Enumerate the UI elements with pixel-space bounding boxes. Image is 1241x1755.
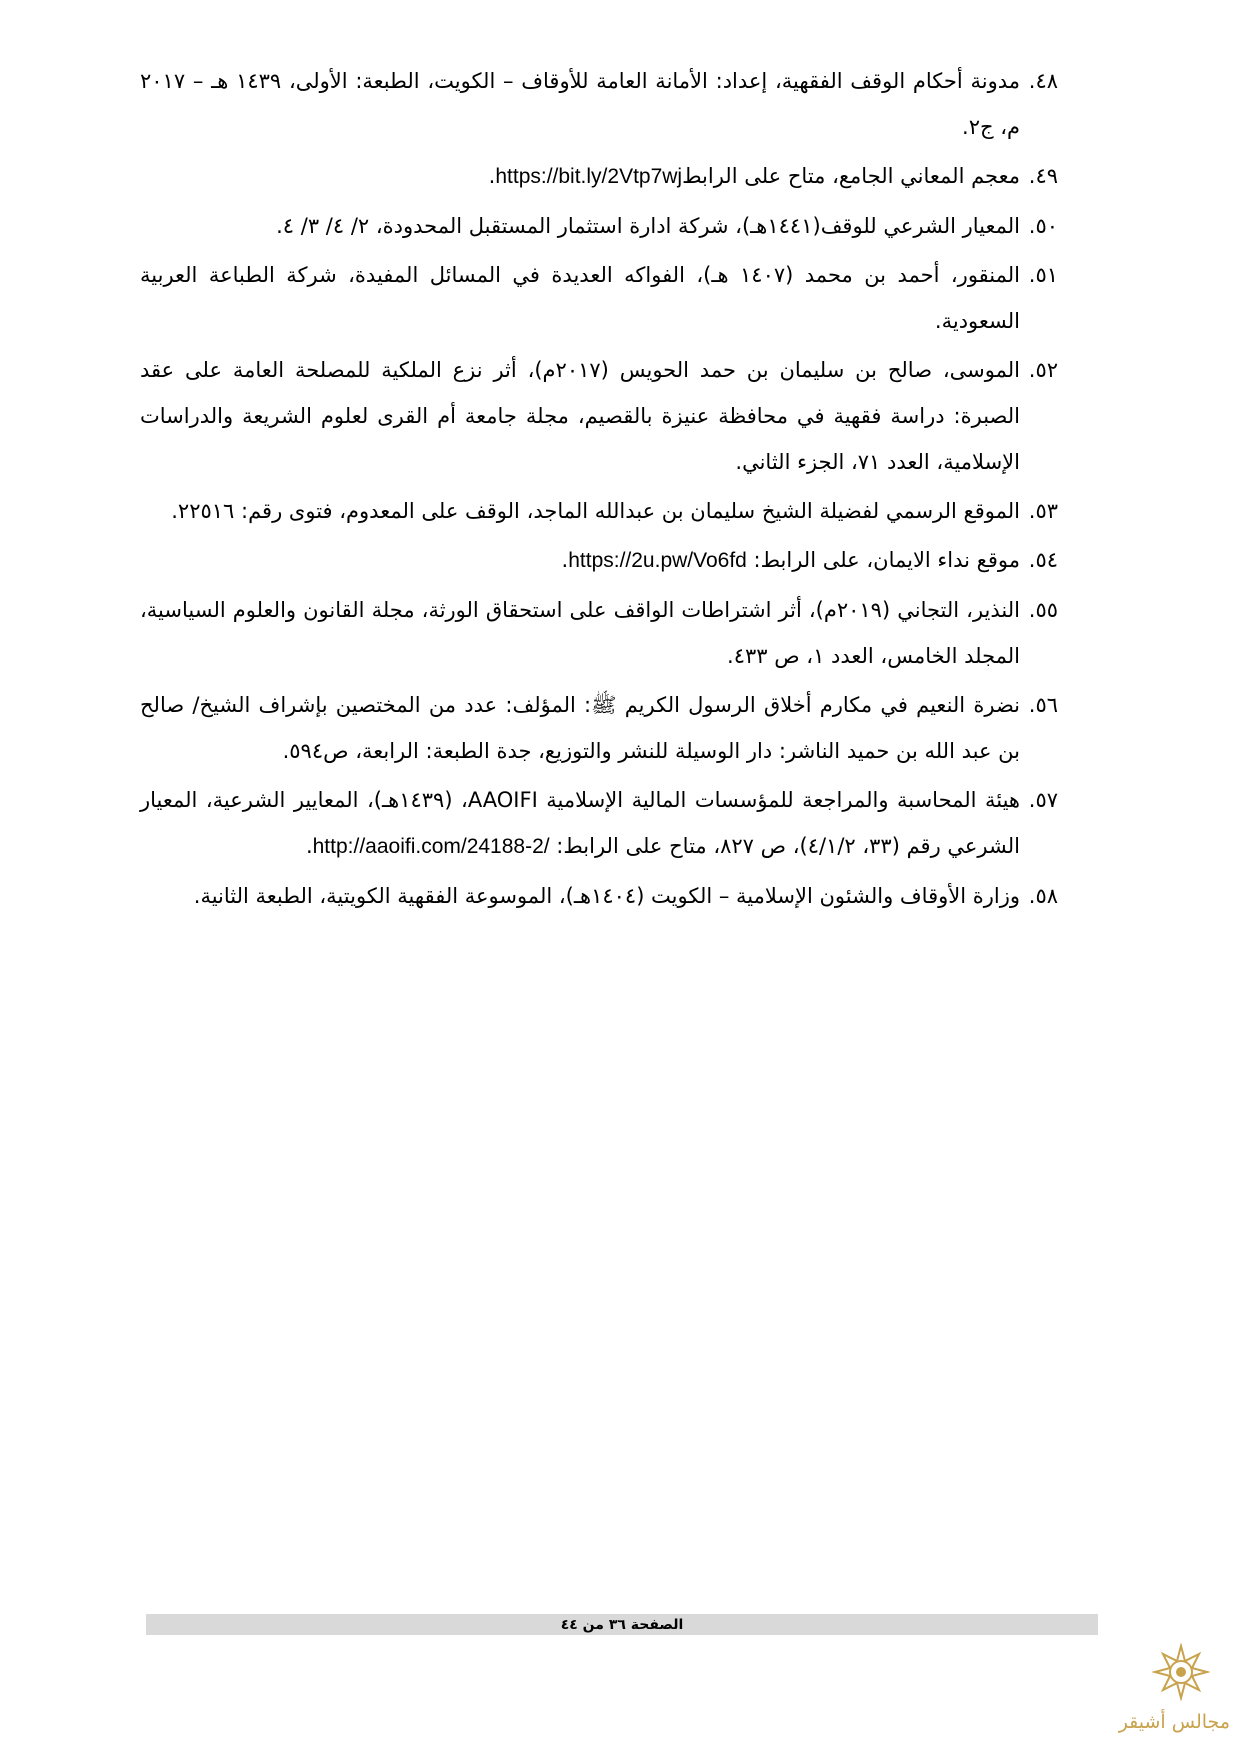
reference-item xyxy=(140,252,1058,344)
reference-number: ٤٨. xyxy=(1028,69,1058,93)
reference-text-segment: معجم المعاني الجامع، متاح على الرابط xyxy=(682,164,1020,188)
reference-text-segment: وزارة الأوقاف والشئون الإسلامية – الكويت (١٤٠٤هـ)، الموسوعة الفقهية الكويتية، الطبعة الثانية. xyxy=(193,884,1020,908)
reference-text-segment: الموسى، صالح بن سليمان بن حمد الحويس (٢٠١٧م)، أثر نزع الملكية للمصلحة العامة على عقد الصبرة: دراسة فقهية في محافظة عنيزة بالقصيم، مجلة جامعة أم القرى لعلوم الشريعة والدراسات الإسلامية، العدد ٧١، الجزء الثاني. xyxy=(140,358,1020,474)
reference-item xyxy=(140,777,1058,870)
reference-number: ٥٤. xyxy=(1028,548,1058,572)
reference-text-segment: نضرة النعيم في مكارم أخلاق الرسول الكريم ﷺ: المؤلف: عدد من المختصين بإشراف الشيخ/ صالح بن عبد الله بن حميد الناشر: دار الوسيلة للنشر والتوزيع، جدة الطبعة: الرابعة، ص٥٩٤. xyxy=(140,693,1020,763)
reference-text-segment: المعيار الشرعي للوقف(١٤٤١هـ)، شركة ادارة استثمار المستقبل المحدودة، ٢/ ٤/ ٣/ ٤. xyxy=(276,214,1020,238)
reference-text xyxy=(140,537,1020,584)
reference-text-segment: . xyxy=(305,834,313,858)
reference-item xyxy=(140,203,1058,249)
page-footer xyxy=(146,1614,1098,1635)
reference-number: ٥٨. xyxy=(1028,884,1058,908)
reference-text-segment: موقع نداء الايمان، على الرابط: xyxy=(746,548,1020,572)
reference-number: ٥٢. xyxy=(1028,358,1058,382)
reference-number: ٥٣. xyxy=(1028,499,1058,523)
reference-item xyxy=(140,682,1058,774)
logo-text: مجالس أشيقر xyxy=(1118,1711,1230,1733)
ornament-star-icon xyxy=(1152,1643,1210,1701)
reference-text xyxy=(140,488,1020,534)
reference-item xyxy=(140,537,1058,584)
reference-text-segment: المنقور، أحمد بن محمد (١٤٠٧ هـ)، الفواكه العديدة في المسائل المفيدة، شركة الطباعة العربية السعودية. xyxy=(140,263,1020,333)
reference-text xyxy=(140,347,1020,485)
reference-number: ٥٥. xyxy=(1028,598,1058,622)
reference-text xyxy=(140,682,1020,774)
reference-link[interactable]: https://2u.pw/Vo6fd xyxy=(568,549,747,572)
reference-item xyxy=(140,873,1058,919)
reference-item xyxy=(140,153,1058,200)
reference-number: ٥٦. xyxy=(1028,693,1058,717)
reference-text-segment: . xyxy=(561,548,569,572)
reference-text xyxy=(140,873,1020,919)
reference-item xyxy=(140,488,1058,534)
reference-text xyxy=(140,203,1020,249)
reference-item xyxy=(140,587,1058,679)
reference-text xyxy=(140,777,1020,870)
reference-text-segment: هيئة المحاسبة والمراجعة للمؤسسات المالية الإسلامية AAOIFI، (١٤٣٩هـ)، المعايير الشرعية، المعيار الشرعي رقم (٣٣، ٤/١/٢)، ص ٨٢٧، متاح على الرابط: xyxy=(140,788,1021,858)
reference-text-segment: النذير، التجاني (٢٠١٩م)، أثر اشتراطات الواقف على استحقاق الورثة، مجلة القانون والعلوم السياسية، المجلد الخامس، العدد ١، ص ٤٣٣. xyxy=(140,598,1020,668)
reference-link[interactable]: https://bit.ly/2Vtp7wj xyxy=(495,165,683,188)
reference-number: ٤٩. xyxy=(1028,164,1058,188)
reference-item xyxy=(140,58,1058,150)
reference-text xyxy=(140,58,1020,150)
reference-list xyxy=(140,58,1058,922)
reference-text xyxy=(140,252,1020,344)
reference-text-segment: . xyxy=(488,164,496,188)
reference-text-segment: الموقع الرسمي لفضيلة الشيخ سليمان بن عبدالله الماجد، الوقف على المعدوم، فتوى رقم: ٢٢٥١٦. xyxy=(171,499,1020,523)
reference-link[interactable]: http://aaoifi.com/24188-2/ xyxy=(312,835,550,858)
page-number-label: الصفحة ٣٦ من ٤٤ xyxy=(560,1616,684,1633)
reference-number: ٥٠. xyxy=(1028,214,1058,238)
reference-text-segment: مدونة أحكام الوقف الفقهية، إعداد: الأمانة العامة للأوقاف – الكويت، الطبعة: الأولى، ١٤٣٩ هـ – ٢٠١٧ م، ج٢. xyxy=(140,69,1020,139)
reference-number: ٥٧. xyxy=(1028,788,1058,812)
reference-item xyxy=(140,347,1058,485)
reference-text xyxy=(140,587,1020,679)
reference-text xyxy=(140,153,1020,200)
reference-number: ٥١. xyxy=(1028,263,1058,287)
site-logo xyxy=(1118,1643,1230,1751)
